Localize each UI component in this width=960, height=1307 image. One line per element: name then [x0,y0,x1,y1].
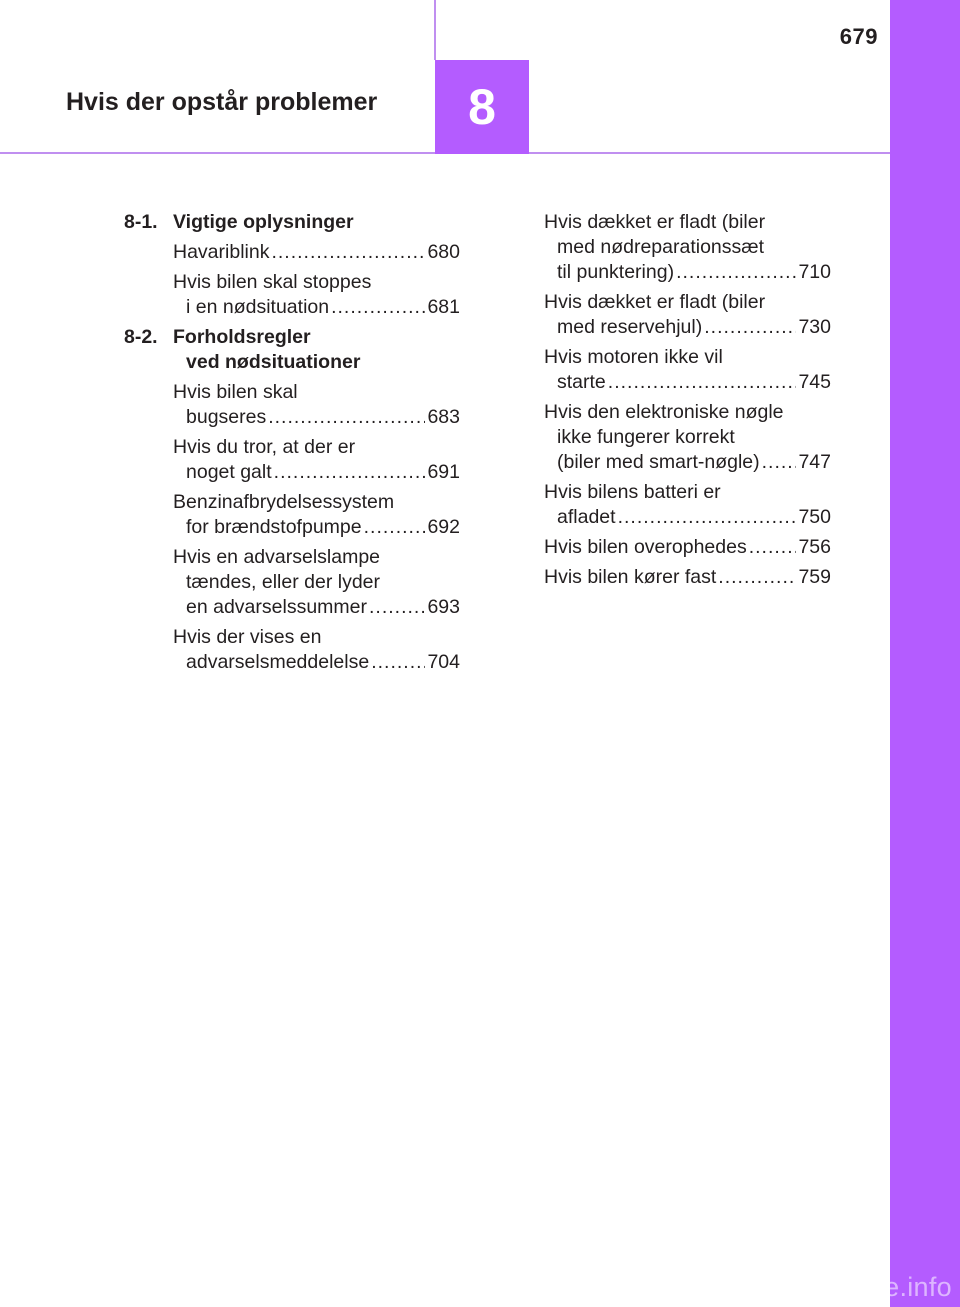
toc-page-ref[interactable]: 691 [427,461,460,483]
toc-entry[interactable] [544,290,831,340]
section-title-line: Forholdsregler [173,326,311,348]
toc-entry-text: Hvis dækket er fladt (biler [544,291,766,313]
toc-page-ref[interactable]: 750 [798,506,831,528]
toc-entry-line [186,595,460,620]
toc-section-heading[interactable] [124,325,460,375]
chapter-number-badge [435,60,529,154]
section-number: 8-2. [124,326,158,348]
toc-entry[interactable] [173,380,460,430]
toc-entry-text: Hvis den elektroniske nøgle [544,401,784,423]
toc-entry-text: starte [557,371,606,393]
toc-entry-text: med reservehjul) [557,316,703,338]
chapter-side-tab [890,0,960,1307]
toc-entry-line [557,505,831,530]
section-title [173,325,460,375]
leader-dots [369,595,425,620]
toc-entry[interactable] [173,270,460,320]
leader-dots [749,535,797,560]
toc-entry[interactable] [173,545,460,620]
toc-page-ref[interactable]: 756 [798,536,831,558]
toc-entry-row [544,450,831,475]
toc-entry[interactable] [173,490,460,540]
toc-page-ref[interactable]: 730 [798,316,831,338]
toc-entry-text: Hvis bilen skal stoppes [173,271,372,293]
toc-entry-text: for brændstofpumpe [186,516,362,538]
toc-entry-line [557,370,831,395]
toc-entry-row [544,505,831,530]
chapter-number: 8 [468,79,496,135]
section-title [173,210,460,235]
toc-entry-row [544,315,831,340]
toc-page-ref[interactable]: 759 [798,566,831,588]
toc-entry-row [173,595,460,620]
toc-entry-text: afladet [557,506,616,528]
toc-entry-text: Hvis bilen kører fast [544,566,717,588]
toc-entry-text: tændes, eller der lyder [186,571,381,593]
leader-dots [704,315,796,340]
leader-dots [331,295,425,320]
toc-entry-row [173,240,460,265]
toc-entry-text: advarselsmeddelelse [186,651,370,673]
leader-dots [268,405,425,430]
toc-entry-line [186,515,460,540]
toc-entry-row [173,405,460,430]
toc-page-ref[interactable]: 745 [798,371,831,393]
toc-entry[interactable] [544,400,831,475]
toc-entry-line [557,260,831,285]
toc-entry-row [544,260,831,285]
toc-entry-text: ikke fungerer korrekt [557,426,735,448]
toc-entry-text: Hvis motoren ikke vil [544,346,723,368]
toc-page-ref[interactable]: 704 [427,651,460,673]
toc-page-ref[interactable]: 683 [427,406,460,428]
toc-entry-text: Hvis bilen overophedes [544,536,747,558]
toc-page-ref[interactable]: 680 [427,241,460,263]
toc-entry[interactable] [173,240,460,265]
toc-entry-text: Hvis du tror, at der er [173,436,356,458]
toc-page-ref[interactable]: 693 [427,596,460,618]
section-title-line: ved nødsituationer [186,351,361,373]
toc-entry-text: Benzinafbrydelsessystem [173,491,395,513]
toc-entry-row [173,515,460,540]
chapter-title: Hvis der opstår problemer [66,88,378,116]
toc-entry[interactable] [544,535,831,560]
toc-entry-line [557,315,831,340]
toc-entry[interactable] [544,345,831,395]
leader-dots [762,450,797,475]
section-number: 8-1. [124,211,158,233]
toc-entry-line [186,405,460,430]
toc-entry-text: Hvis bilen skal [173,381,298,403]
leader-dots [608,370,797,395]
leader-dots [676,260,796,285]
toc-entry-line [186,295,460,320]
toc-page-ref[interactable]: 710 [798,261,831,283]
toc-entry[interactable] [173,435,460,485]
toc-entry[interactable] [544,480,831,530]
leader-dots [718,565,796,590]
toc-section-heading[interactable] [124,210,460,235]
toc-entry-text: Hvis der vises en [173,626,322,648]
leader-dots [618,505,797,530]
page-number: 679 [839,24,878,49]
watermark: carmanualsonline.info [683,1272,952,1302]
toc-entry-row [544,370,831,395]
toc-entry-text: til punktering) [557,261,675,283]
toc-entry-text: Hvis en advarselslampe [173,546,381,568]
toc-entry[interactable] [173,625,460,675]
toc-entry-text: Hvis bilens batteri er [544,481,721,503]
toc-entry-line [557,450,831,475]
toc-entry-text: Havariblink [173,241,270,263]
toc-entry-row [544,565,831,590]
toc-entry-text: med nødreparationssæt [557,236,765,258]
toc-entry-row [173,295,460,320]
toc-entry-line [186,460,460,485]
leader-dots [274,460,426,485]
toc-entry-text: (biler med smart-nøgle) [557,451,760,473]
section-title-line: Vigtige oplysninger [173,211,354,233]
toc-entry-text: en advarselssummer [186,596,367,618]
toc-entry-row [544,535,831,560]
toc-page-ref[interactable]: 692 [427,516,460,538]
toc-entry-text: i en nødsituation [186,296,330,318]
toc-entry-text: noget galt [186,461,272,483]
toc-column-right [544,210,831,595]
header-divider [434,0,436,60]
toc-column-left [124,210,460,680]
toc-entry-row [173,460,460,485]
toc-entry-line [186,650,460,675]
toc-page-ref[interactable]: 681 [427,296,460,318]
toc-entry-row [173,650,460,675]
toc-entry[interactable] [544,210,831,285]
leader-dots [371,650,425,675]
toc-entry-text: Hvis dækket er fladt (biler [544,211,766,233]
toc-entry-text: bugseres [186,406,267,428]
leader-dots [271,240,425,265]
toc-entry[interactable] [544,565,831,590]
leader-dots [364,515,426,540]
toc-page-ref[interactable]: 747 [798,451,831,473]
